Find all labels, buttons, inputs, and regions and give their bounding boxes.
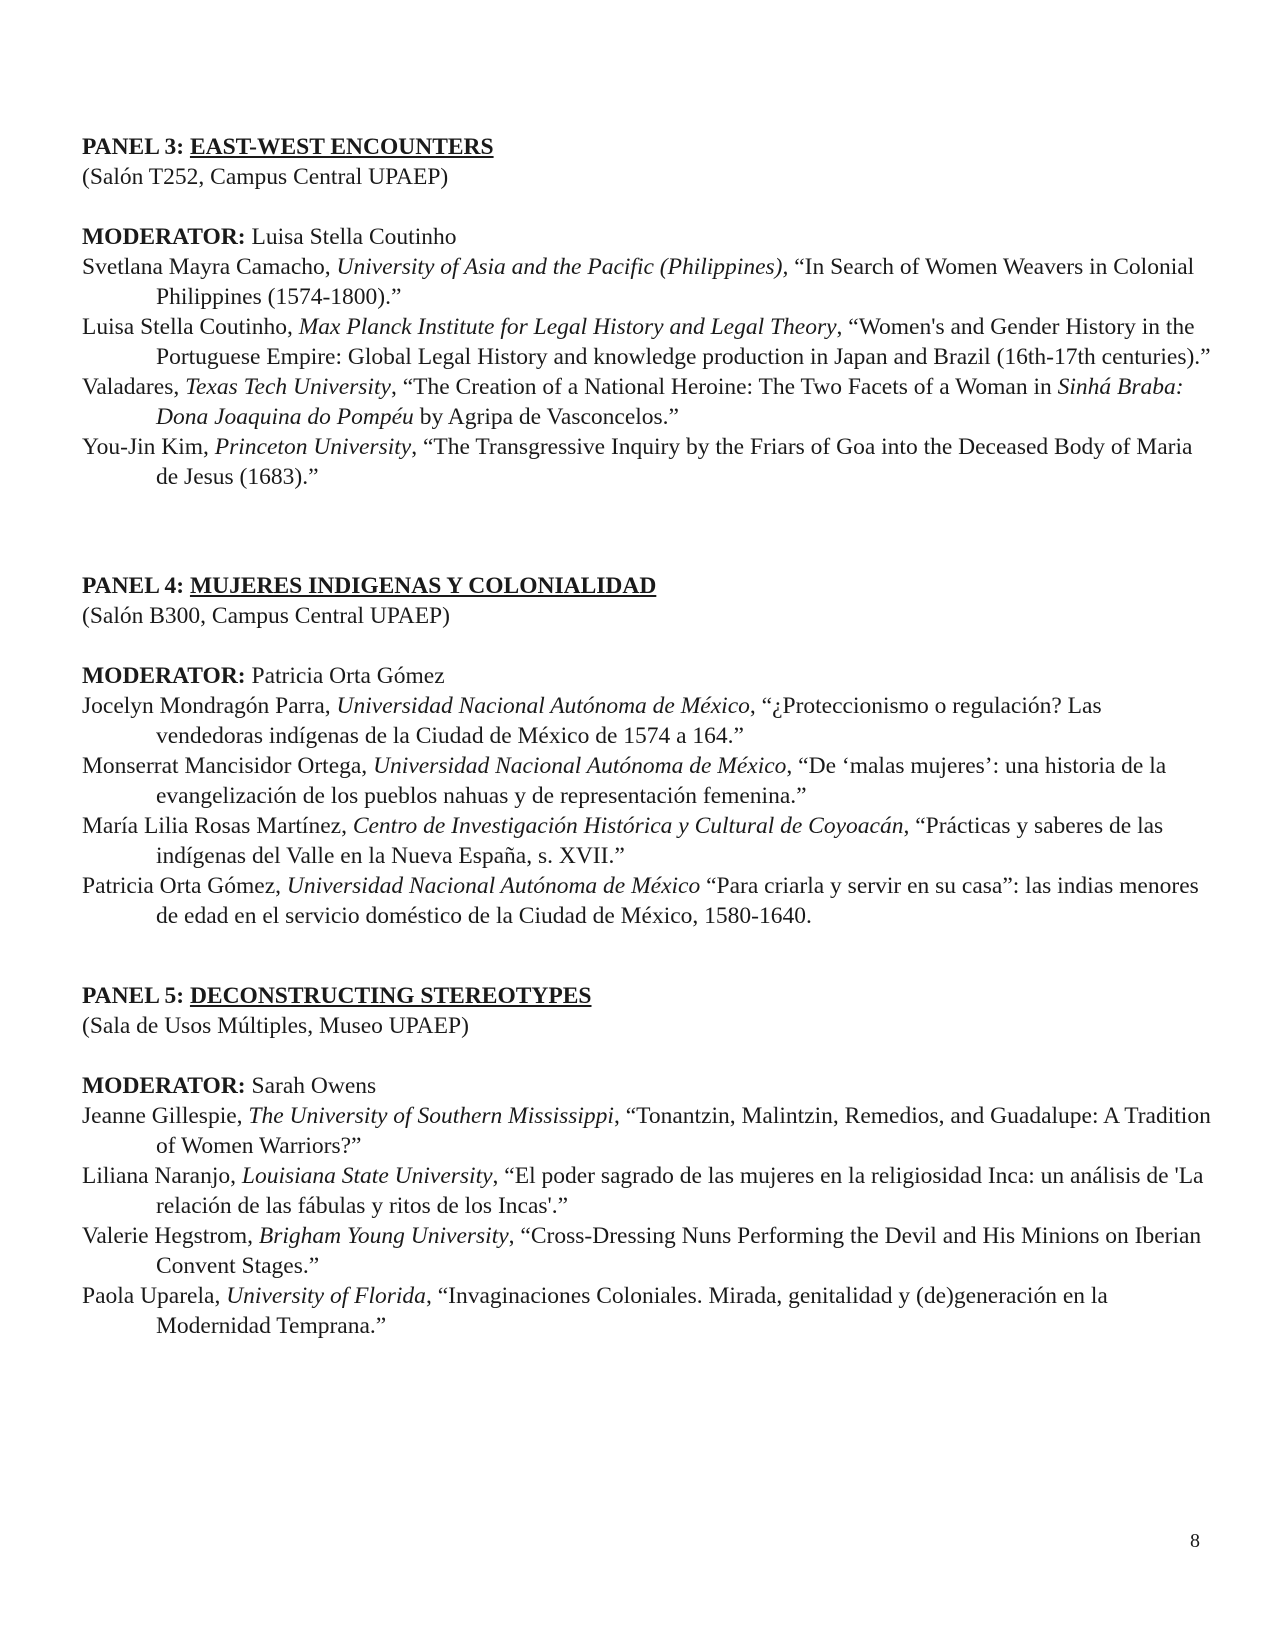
panel-label: PANEL 5: [82, 983, 185, 1009]
panel-title: EAST-WEST ENCOUNTERS [189, 134, 494, 160]
panel-5 [82, 981, 1212, 1341]
presentation-list [82, 252, 1212, 492]
presenter-name: Valerie Hegstrom, [82, 1223, 259, 1249]
presenter-affiliation: Max Planck Institute for Legal History and Legal Theory [298, 314, 837, 340]
moderator-name: Patricia Orta Gómez [251, 663, 445, 689]
panel-venue: (Salón B300, Campus Central UPAEP) [82, 603, 450, 629]
presenter-name: Luisa Stella Coutinho, [82, 314, 299, 340]
presenter-name: Patricia Orta Gómez, [82, 873, 287, 899]
presentation-title-end: by Agripa de Vasconcelos.” [413, 404, 679, 430]
presentation-title: “Para criarla y servir en su casa”: las indias menores de edad en el servicio doméstico de la Ciudad de México, 1580-1640. [156, 873, 1199, 929]
presentation-title: , “Invaginaciones Coloniales. Mirada, genitalidad y (de)generación en la Modernidad Temprana.” [156, 1283, 1108, 1339]
presentation-entry [82, 811, 1212, 871]
section-gap [82, 931, 1212, 981]
presenter-name: Monserrat Mancisidor Ortega, [82, 753, 374, 779]
presentation-title: , “Cross-Dressing Nuns Performing the Devil and His Minions on Iberian Convent Stages.” [156, 1223, 1202, 1279]
presentation-entry [82, 1161, 1212, 1221]
presentation-entry [82, 751, 1212, 811]
presenter-affiliation: Centro de Investigación Histórica y Cultural de Coyoacán [352, 813, 904, 839]
presenter-name: You-Jin Kim, [82, 434, 215, 460]
panel-venue: (Salón T252, Campus Central UPAEP) [82, 164, 449, 190]
moderator-label: MODERATOR: [82, 1073, 246, 1099]
section-gap [82, 492, 1212, 571]
moderator-name: Sarah Owens [251, 1073, 377, 1099]
presentation-entry [82, 372, 1212, 432]
panel-moderator [82, 1071, 1212, 1101]
presenter-affiliation: Princeton University [214, 434, 412, 460]
presenter-name: Liliana Naranjo, [82, 1163, 242, 1189]
presentation-entry [82, 871, 1212, 931]
presentation-list [82, 691, 1212, 931]
presentation-list [82, 1101, 1212, 1341]
presentation-title: , “The Creation of a National Heroine: The Two Facets of a Woman in [390, 374, 1058, 400]
presenter-name: María Lilia Rosas Martínez, [82, 813, 353, 839]
presenter-name: Paola Uparela, [82, 1283, 227, 1309]
presentation-entry [82, 312, 1212, 372]
presenter-name: Jocelyn Mondragón Parra, [82, 693, 337, 719]
cited-work-title: Sinhá Braba: Dona Joaquina do Pompéu [156, 374, 1184, 430]
moderator-label: MODERATOR: [82, 224, 246, 250]
presentation-title: , “Tonantzin, Malintzin, Remedios, and Guadalupe: A Tradition of Women Warriors?” [156, 1103, 1211, 1159]
panel-title: DECONSTRUCTING STEREOTYPES [189, 983, 592, 1009]
presentation-entry [82, 252, 1212, 312]
panel-heading [82, 132, 1212, 162]
panel-4 [82, 571, 1212, 931]
presentation-title: , “Prácticas y saberes de las indígenas del Valle en la Nueva España, s. XVII.” [156, 813, 1164, 869]
presenter-affiliation: University of Florida [226, 1283, 426, 1309]
presentation-entry [82, 1281, 1212, 1341]
panel-label: PANEL 4: [82, 573, 185, 599]
presentation-entry [82, 1221, 1212, 1281]
presenter-name: Svetlana Mayra Camacho, [82, 254, 337, 280]
presentation-title: , “El poder sagrado de las mujeres en la religiosidad Inca: un análisis de 'La relación de las fábulas y ritos de los Incas'.” [156, 1163, 1204, 1219]
presenter-affiliation: Universidad Nacional Autónoma de México [373, 753, 787, 779]
panel-venue: (Sala de Usos Múltiples, Museo UPAEP) [82, 1013, 469, 1039]
presentation-title: “In Search of Women Weavers in Colonial Philippines (1574-1800).” [156, 254, 1195, 310]
presenter-affiliation: Brigham Young University [258, 1223, 509, 1249]
presentation-entry [82, 432, 1212, 492]
panel-title: MUJERES INDIGENAS Y COLONIALIDAD [189, 573, 657, 599]
panel-heading [82, 571, 1212, 601]
panel-label: PANEL 3: [82, 134, 185, 160]
presenter-name: Valadares, [82, 374, 186, 400]
presentation-title: , “Women's and Gender History in the Portuguese Empire: Global Legal History and knowledge production in Japan and Brazil (16th-17th centuries).” [156, 314, 1211, 370]
presenter-affiliation: The University of Southern Mississippi [248, 1103, 614, 1129]
panel-moderator [82, 222, 1212, 252]
presentation-entry [82, 1101, 1212, 1161]
presenter-affiliation: Universidad Nacional Autónoma de México [286, 873, 701, 899]
document-page [82, 132, 1212, 1341]
presentation-title: , “The Transgressive Inquiry by the Friars of Goa into the Deceased Body of Maria de Jesus (1683).” [156, 434, 1193, 490]
page-number: 8 [1190, 1530, 1200, 1552]
presenter-affiliation: Texas Tech University [185, 374, 391, 400]
presentation-title: , “¿Proteccionismo o regulación? Las vendedoras indígenas de la Ciudad de México de 1574 a 164.” [156, 693, 1102, 749]
moderator-name: Luisa Stella Coutinho [251, 224, 457, 250]
presenter-affiliation: Louisiana State University [241, 1163, 493, 1189]
presenter-affiliation: University of Asia and the Pacific (Philippines), [336, 254, 789, 280]
presenter-affiliation: Universidad Nacional Autónoma de México [336, 693, 750, 719]
moderator-label: MODERATOR: [82, 663, 246, 689]
panel-3 [82, 132, 1212, 492]
presentation-entry [82, 691, 1212, 751]
panel-heading [82, 981, 1212, 1011]
panel-moderator [82, 661, 1212, 691]
presentation-title: , “De ‘malas mujeres’: una historia de la evangelización de los pueblos nahuas y de representación femenina.” [156, 753, 1167, 809]
presenter-name: Jeanne Gillespie, [82, 1103, 249, 1129]
